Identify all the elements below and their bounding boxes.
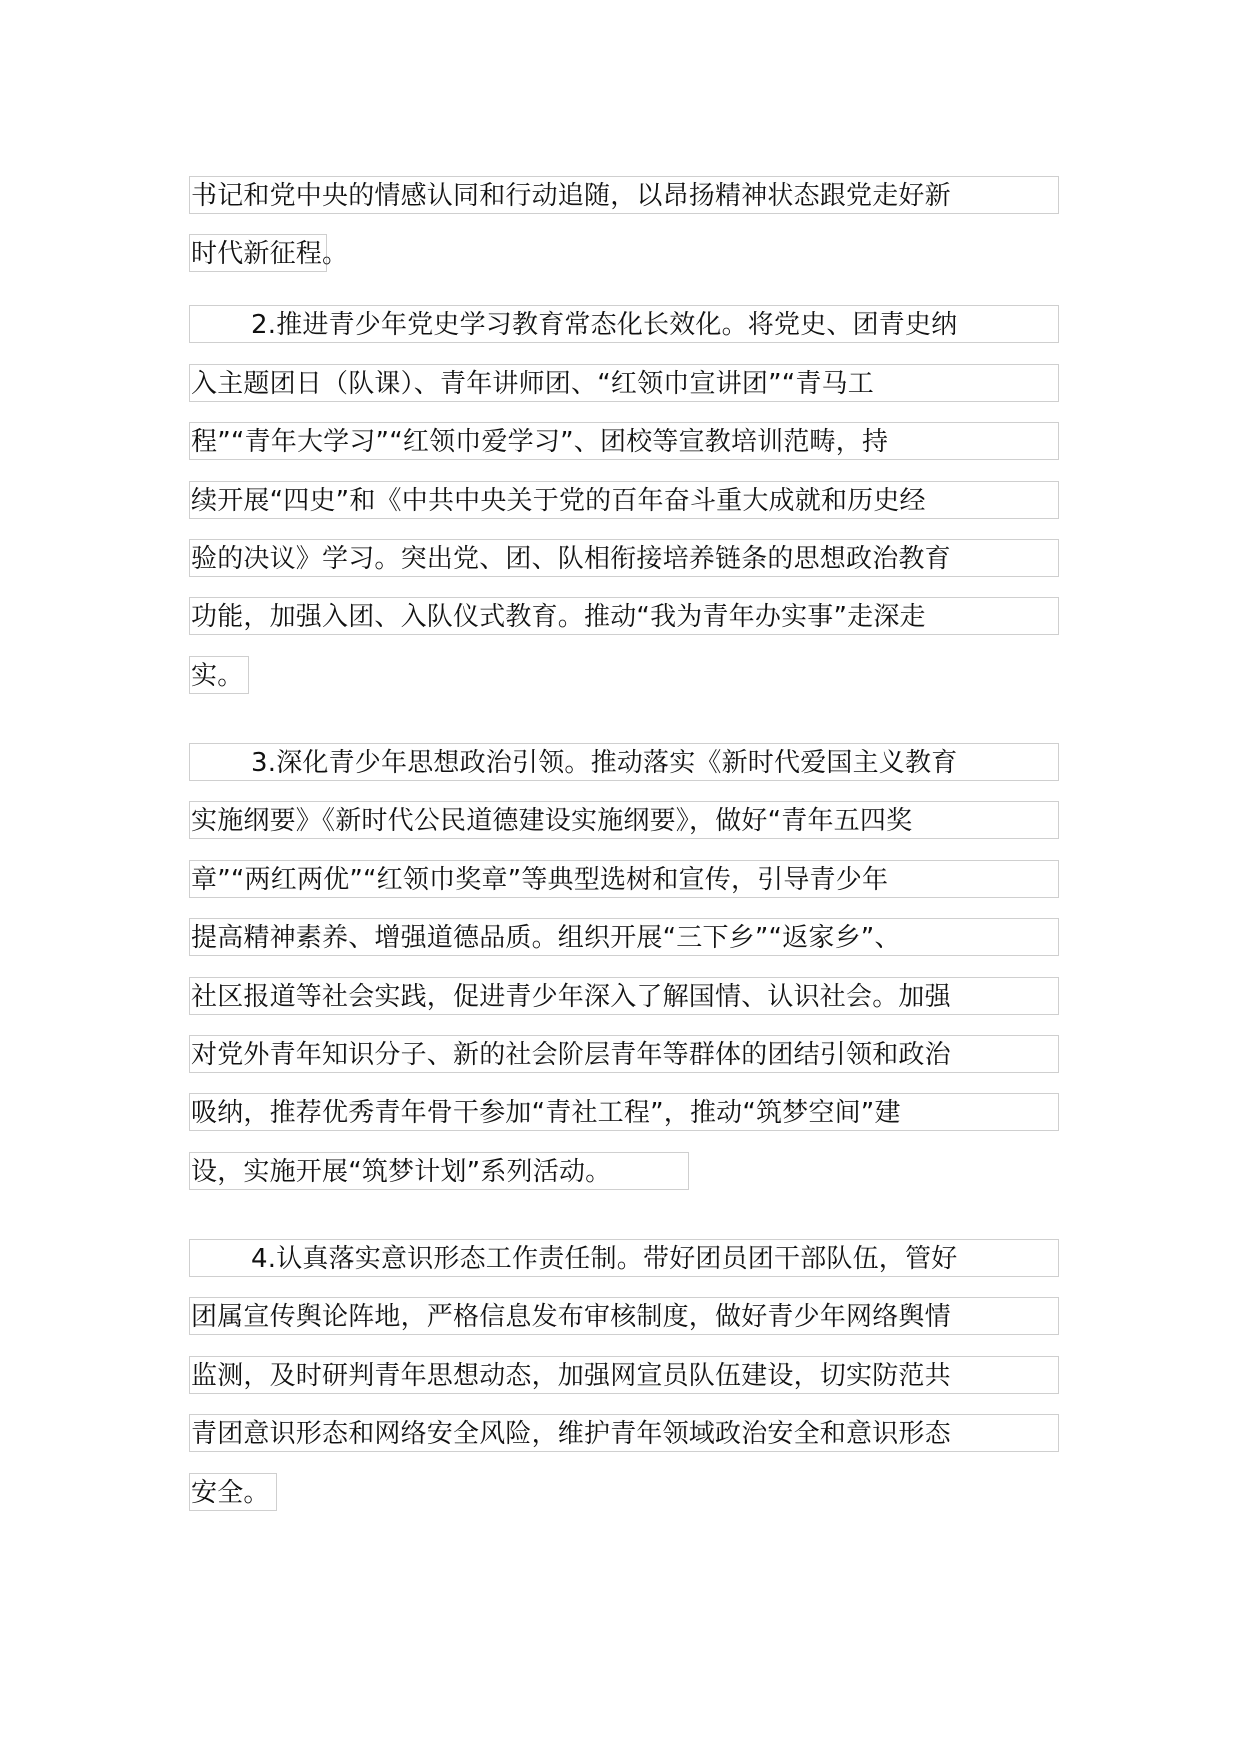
text-line: 入主题团日（队课）、青年讲师团、“红领巾宣讲团”“青马工 bbox=[189, 364, 1059, 402]
text-line: 验的决议》学习。突出党、团、队相衔接培养链条的思想政治教育 bbox=[189, 539, 1059, 577]
text-line: 团属宣传舆论阵地，严格信息发布审核制度，做好青少年网络舆情 bbox=[189, 1297, 1059, 1335]
paragraph-4-first-line: 4.认真落实意识形态工作责任制。带好团员团干部队伍，管好 bbox=[189, 1239, 1059, 1277]
text-line: 青团意识形态和网络安全风险，维护青年领域政治安全和意识形态 bbox=[189, 1414, 1059, 1452]
text-line: 章”“两红两优”“红领巾奖章”等典型选树和宣传，引导青少年 bbox=[189, 860, 1059, 898]
text-line: 对党外青年知识分子、新的社会阶层青年等群体的团结引领和政治 bbox=[189, 1035, 1059, 1073]
paragraph-2-first-line: 2.推进青少年党史学习教育常态化长效化。将党史、团青史纳 bbox=[189, 305, 1059, 343]
text-line: 时代新征程。 bbox=[189, 234, 327, 272]
text-line: 实施纲要》《新时代公民道德建设实施纲要》，做好“青年五四奖 bbox=[189, 801, 1059, 839]
text-line: 设，实施开展“筑梦计划”系列活动。 bbox=[189, 1152, 689, 1190]
text-line: 监测，及时研判青年思想动态，加强网宣员队伍建设，切实防范共 bbox=[189, 1356, 1059, 1394]
text-line: 吸纳，推荐优秀青年骨干参加“青社工程”，推动“筑梦空间”建 bbox=[189, 1093, 1059, 1131]
paragraph-3-first-line: 3.深化青少年思想政治引领。推动落实《新时代爱国主义教育 bbox=[189, 743, 1059, 781]
text-line: 程”“青年大学习”“红领巾爱学习”、团校等宣教培训范畴，持 bbox=[189, 422, 1059, 460]
text-line: 续开展“四史”和《中共中央关于党的百年奋斗重大成就和历史经 bbox=[189, 481, 1059, 519]
text-line: 书记和党中央的情感认同和行动追随，以昂扬精神状态跟党走好新 bbox=[189, 176, 1059, 214]
text-line: 功能，加强入团、入队仪式教育。推动“我为青年办实事”走深走 bbox=[189, 597, 1059, 635]
text-line: 提高精神素养、增强道德品质。组织开展“三下乡”“返家乡”、 bbox=[189, 918, 1059, 956]
text-line: 安全。 bbox=[189, 1473, 277, 1511]
text-line: 社区报道等社会实践，促进青少年深入了解国情、认识社会。加强 bbox=[189, 977, 1059, 1015]
text-line: 实。 bbox=[189, 656, 249, 694]
